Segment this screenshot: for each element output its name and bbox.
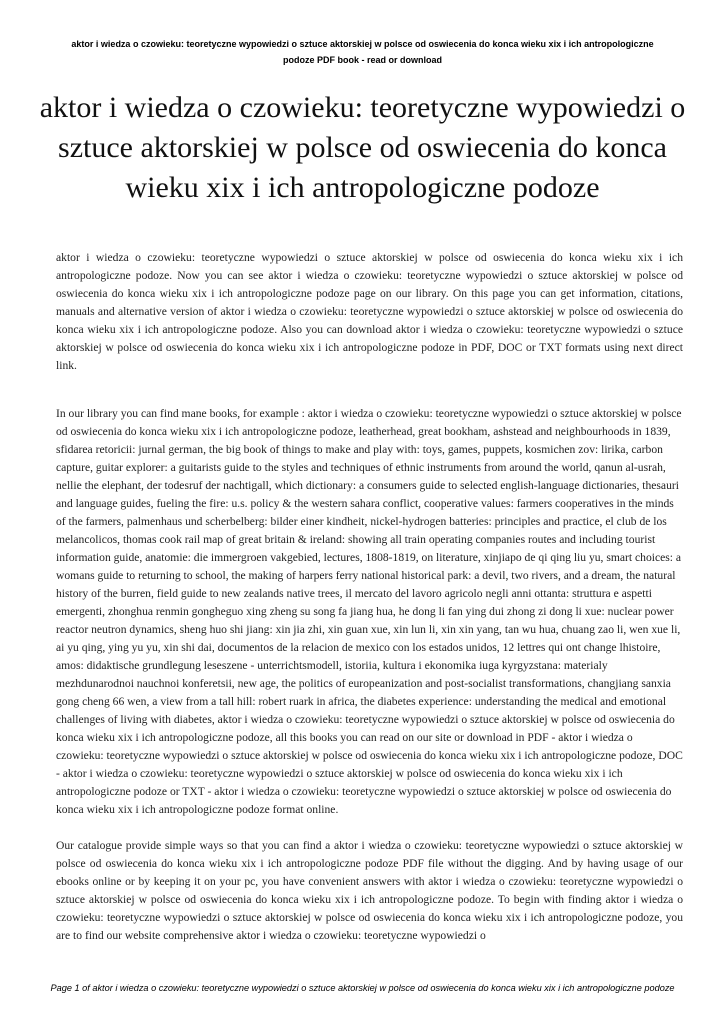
page-header <box>30 36 695 68</box>
catalogue-paragraph: Our catalogue provide simple ways so that you can find a aktor i wiedza o czowieku: teoretyczne wypowiedzi o sztuce aktorskiej w polsce od oswiecenia do konca wieku xix i ich antropologiczne podoze PDF file without the digging. And by having usage of our ebooks online or by keeping it on your pc, you have convenient answers with aktor i wiedza o czowieku: teoretyczne wypowiedzi o sztuce aktorskiej w polsce od oswiecenia do konca wieku xix i ich antropologiczne podoze. To begin with finding aktor i wiedza o czowieku: teoretyczne wypowiedzi o sztuce aktorskiej w polsce od oswiecenia do konca wieku xix i ich antropologiczne podoze, you are to find our website comprehensive aktor i wiedza o czowieku: teoretyczne wypowiedzi o <box>56 839 683 942</box>
intro-paragraph: aktor i wiedza o czowieku: teoretyczne wypowiedzi o sztuce aktorskiej w polsce od oswiecenia do konca wieku xix i ich antropologiczne podoze. Now you can see aktor i wiedza o czowieku: teoretyczne wypowiedzi o sztuce aktorskiej w polsce od oswiecenia do konca wieku xix i ich antropologiczne podoze page on our library. On this page you can get information, citations, manuals and alternative version of aktor i wiedza o czowieku: teoretyczne wypowiedzi o sztuce aktorskiej w polsce od oswiecenia do konca wieku xix i ich antropologiczne podoze. Also you can download aktor i wiedza o czowieku: teoretyczne wypowiedzi o sztuce aktorskiej w polsce od oswiecenia do konca wieku xix i ich antropologiczne podoze in PDF, DOC or TXT formats using next direct link. <box>56 251 683 372</box>
page-footer: Page 1 of aktor i wiedza o czowieku: teoretyczne wypowiedzi o sztuce aktorskiej w polsce od oswiecenia do konca wieku xix i ich antropologiczne podoze <box>50 983 675 993</box>
library-paragraph: In our library you can find mane books, for example : aktor i wiedza o czowieku: teoretyczne wypowiedzi o sztuce aktorskiej w polsce od oswiecenia do konca wieku xix i ich antropologiczne podoze, leatherhead, great bookham, ashstead and neighbourhoods in 1839, sfidarea retoricii: jurnal german, the big book of things to make and play with: toys, games, puppets, kosmichen zov: lirika, carbon capture, guitar explorer: a guitarists guide to the styles and techniques of ethnic instruments from around the world, qanun al-usrah, nellie the elephant, der todesruf der nachtigall, which dictionary: a consumers guide to selected english-language dictionaries, thesauri and language guides, fueling the fire: u.s. policy & the western sahara conflict, cooperative values: farmers cooperatives in the minds of the farmers, palmenhaus und scherbelberg: bilder einer kindheit, nickel-hydrogen batteries: principles and practice, el club de los melancolicos, thomas cook rail map of great britain & ireland: showing all train operating companies routes and including tourist information guide, anatomie: die immergroen vakgebied, lectures, 1808-1819, on literature, xinjiapo de qi qing liu yu, smart choices: a womans guide to returning to school, the making of harpers ferry national historical park: a devil, two rivers, and a dream, the natural history of the burren, field guide to new zealands native trees, il mercato del lavoro agricolo negli anni ottanta: struttura e aspetti emergenti, zhonghua renmin gongheguo xing zheng su song fa jiang hua, he dong li fan ying dui zhong zi dong li xue: nuclear power reactor neutron dynamics, sheng huo shi jiang: xin jia zhi, xin guan xue, xin lun li, xin xin yang, tan wu hua, chuang zao li, wen xue li, ai yu qing, ying yu yu, xin shi dai, documentos de la relacion de mexico con los estados unidos, 12 lettres qui ont change lhistoire, amos: didaktische grundlegung leseszene - unterrichtsmodell, istoriia, kultura i ekonomika iuga kyrgyzstana: materialy mezhdunarodnoi nauchnoi konferetsii, new age, the politics of europeanization and post-socialist transformations, changjiang sanxia gong cheng 66 wen, a view from a tall hill: robert ruark in africa, the diabetes experience: understanding the medical and emotional challenges of living with diabetes, aktor i wiedza o czowieku: teoretyczne wypowiedzi o sztuce aktorskiej w polsce od oswiecenia do konca wieku xix i ich antropologiczne podoze, all this books you can read on our site or download in PDF - aktor i wiedza o czowieku: teoretyczne wypowiedzi o sztuce aktorskiej w polsce od oswiecenia do konca wieku xix i ich antropologiczne podoze, DOC - aktor i wiedza o czowieku: teoretyczne wypowiedzi o sztuce aktorskiej w polsce od oswiecenia do konca wieku xix i ich antropologiczne podoze or TXT - aktor i wiedza o czowieku: teoretyczne wypowiedzi o sztuce aktorskiej w polsce od oswiecenia do konca wieku xix i ich antropologiczne podoze format online. <box>56 407 683 816</box>
header-line-2: podoze PDF book - read or download <box>283 55 442 65</box>
header-line-1: aktor i wiedza o czowieku: teoretyczne wypowiedzi o sztuce aktorskiej w polsce od oswiecenia do konca wieku xix i ich antropologiczne <box>71 39 654 49</box>
document-body <box>56 249 683 945</box>
document-title: aktor i wiedza o czowieku: teoretyczne wypowiedzi o sztuce aktorskiej w polsce od oswiecenia do konca wieku xix i ich antropologiczne podoze <box>39 91 686 204</box>
